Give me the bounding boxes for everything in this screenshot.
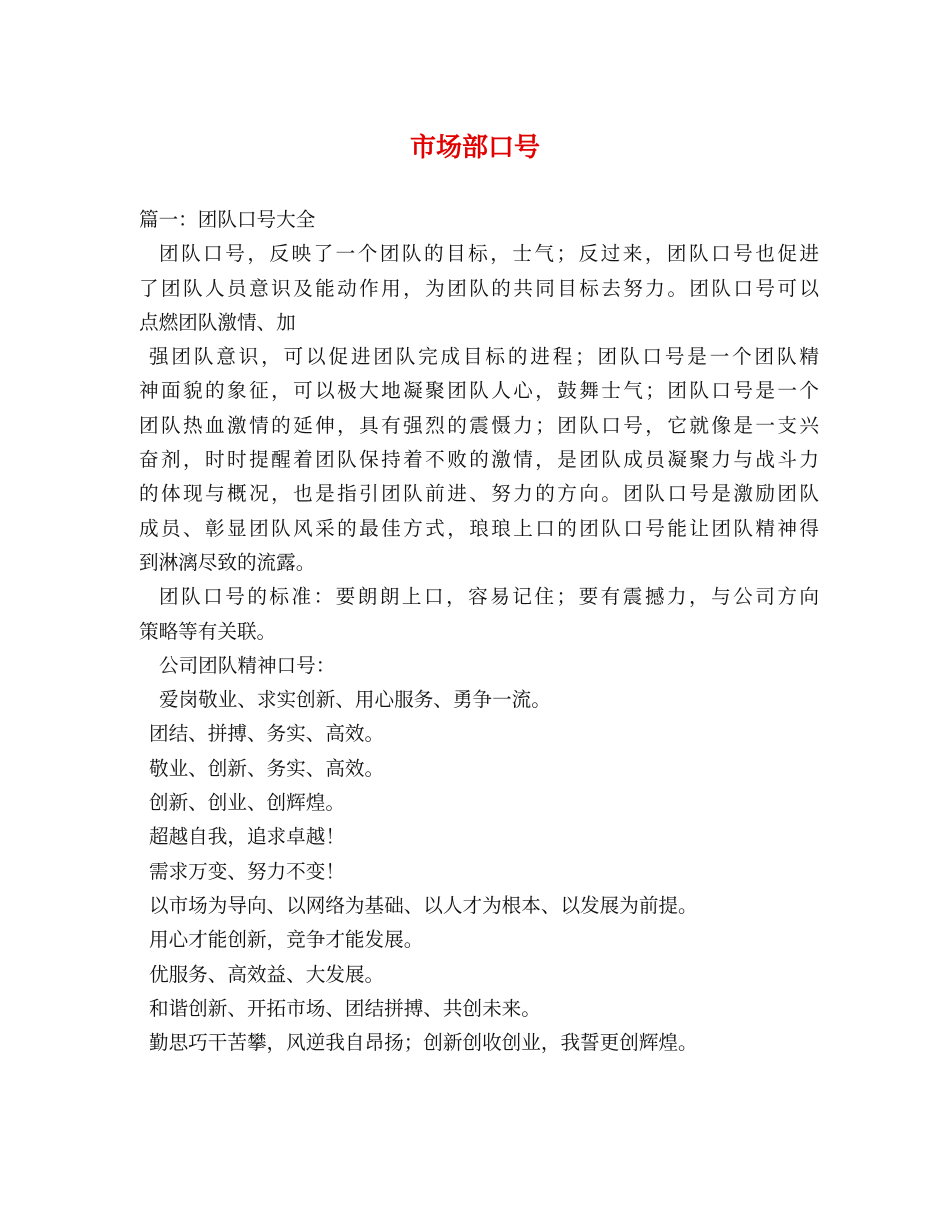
section-heading: 篇一：团队口号大全 (139, 208, 316, 231)
paragraph-line: 神面貌的象征，可以极大地凝聚团队人心，鼓舞士气；团队口号是一个 (139, 379, 819, 403)
document-body (139, 203, 819, 1060)
slogan-item: 超越自我，追求卓越！ (149, 825, 345, 849)
slogan-item: 优服务、高效益、大发展。 (149, 962, 385, 986)
slogan-item: 勤思巧干苦攀，风逆我自昂扬；创新创收创业，我誓更创辉煌。 (149, 1031, 698, 1055)
paragraph-line: 成员、彰显团队风采的最佳方式，琅琅上口的团队口号能让团队精神得 (139, 516, 819, 540)
slogan-item: 用心才能创新，竞争才能发展。 (149, 928, 424, 952)
paragraph-line: 强团队意识，可以促进团队完成目标的进程；团队口号是一个团队精 (149, 345, 819, 369)
document-title: 市场部口号 (409, 133, 540, 163)
paragraph-line: 点燃团队激情、加 (139, 310, 296, 334)
slogan-item: 爱岗敬业、求实创新、用心服务、勇争一流。 (159, 688, 551, 712)
slogan-item: 和谐创新、开拓市场、团结拼搏、共创未来。 (149, 996, 541, 1020)
slogan-item: 团结、拼搏、务实、高效。 (149, 722, 385, 746)
paragraph-line: 到淋漓尽致的流露。 (139, 550, 316, 574)
slogan-item: 敬业、创新、务实、高效。 (149, 756, 385, 780)
paragraph-line: 团队热血激情的延伸，具有强烈的震慑力；团队口号，它就像是一支兴 (139, 413, 819, 437)
paragraph-line: 了团队人员意识及能动作用，为团队的共同目标去努力。团队口号可以 (139, 276, 819, 300)
slogan-item: 需求万变、努力不变！ (149, 859, 345, 883)
paragraph-line: 的体现与概况，也是指引团队前进、努力的方向。团队口号是激励团队 (139, 482, 819, 506)
slogan-item: 以市场为导向、以网络为基础、以人才为根本、以发展为前提。 (149, 893, 698, 917)
slogan-item: 创新、创业、创辉煌。 (149, 791, 345, 815)
paragraph-line: 团队口号的标准：要朗朗上口，容易记住；要有震撼力，与公司方向 (159, 585, 819, 609)
paragraph-line: 团队口号，反映了一个团队的目标，士气；反过来，团队口号也促进 (159, 242, 819, 266)
paragraph-line: 奋剂，时时提醒着团队保持着不败的激情，是团队成员凝聚力与战斗力 (139, 448, 819, 472)
subheading: 公司团队精神口号： (159, 653, 336, 677)
paragraph-line: 策略等有关联。 (139, 619, 277, 643)
